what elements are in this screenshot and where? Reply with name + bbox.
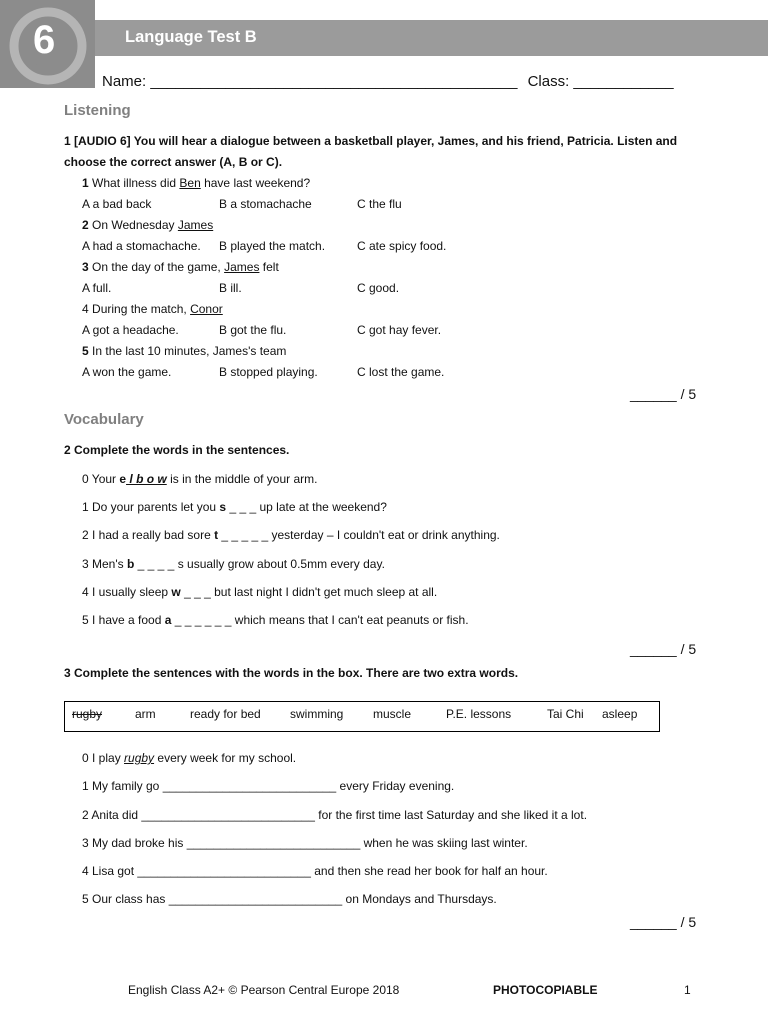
sentence-pre: 0 Your: [82, 472, 120, 486]
sentence-initial-letter: s: [219, 500, 227, 514]
listening-score[interactable]: ______ / 5: [630, 386, 697, 402]
question-4: [82, 302, 223, 316]
class-field[interactable]: Class: ____________: [527, 73, 674, 90]
question-text-pre: On Wednesday: [88, 218, 178, 232]
answer-option[interactable]: B ill.: [219, 281, 242, 295]
exercise3-sentence-2[interactable]: 2 Anita did __________________________ for the first time last Saturday and she liked it a lot.: [82, 808, 588, 822]
answer-option[interactable]: B played the match.: [219, 239, 326, 253]
answer-option[interactable]: A won the game.: [82, 365, 172, 379]
answer-option[interactable]: C ate spicy food.: [357, 239, 447, 253]
exercise3-score[interactable]: ______ / 5: [630, 914, 697, 930]
name-class-line: [102, 73, 674, 90]
question-text-post: felt: [259, 260, 279, 274]
sentence-pre: 3 Men's: [82, 557, 127, 571]
exercise3-instruction: 3 Complete the sentences with the words in the box. There are two extra words.: [64, 666, 519, 680]
sentence-post[interactable]: _ _ _ _ s usually grow about 0.5mm every day.: [134, 557, 385, 571]
word-box-item: rugby: [72, 707, 103, 721]
vocabulary-sentence-4: [82, 585, 437, 599]
footer-page-number: 1: [684, 983, 691, 997]
question-text-post: have last weekend?: [200, 176, 311, 190]
exercise3-sentence-1[interactable]: 1 My family go __________________________ every Friday evening.: [82, 779, 455, 793]
listening-instruction: 1 [AUDIO 6] You will hear a dialogue between a basketball player, James, and his friend, Patricia. Listen and choose the correct answer (A, B or C).: [64, 134, 678, 169]
answer-option[interactable]: B got the flu.: [219, 323, 287, 337]
footer-copyright: English Class A2+ © Pearson Central Europe 2018: [128, 983, 400, 997]
vocabulary-sentence-1: [82, 500, 387, 514]
answer-option[interactable]: A got a headache.: [82, 323, 179, 337]
sentence-post[interactable]: _ _ _ up late at the weekend?: [226, 500, 387, 514]
word-box-item: P.E. lessons: [446, 707, 512, 721]
page-title: Language Test B: [125, 28, 257, 46]
question-text-pre: On the day of the game,: [88, 260, 225, 274]
footer-photocopiable: PHOTOCOPIABLE: [493, 983, 598, 997]
answer-option[interactable]: C lost the game.: [357, 365, 445, 379]
example-post: every week for my school.: [154, 751, 297, 765]
exercise3-sentence-4[interactable]: 4 Lisa got __________________________ and then she read her book for half an hour.: [82, 864, 548, 878]
question-name: Conor: [190, 302, 223, 316]
question-number: 1: [82, 176, 89, 190]
sentence-post[interactable]: _ _ _ _ _ yesterday – I couldn't eat or drink anything.: [218, 528, 500, 542]
question-1: [82, 176, 310, 190]
name-field[interactable]: Name: ____________________________________________: [102, 73, 518, 90]
question-text-pre: During the match,: [88, 302, 191, 316]
exercise3-sentence-5[interactable]: 5 Our class has __________________________ on Mondays and Thursdays.: [82, 892, 497, 906]
word-box-item: Tai Chi: [547, 707, 584, 721]
vocabulary-sentence-0: [82, 472, 317, 486]
sentence-pre: 2 I had a really bad sore: [82, 528, 215, 542]
word-box-item: muscle: [373, 707, 412, 721]
word-box-item: asleep: [602, 707, 638, 721]
answer-option[interactable]: A had a stomachache.: [82, 239, 201, 253]
vocabulary-sentence-5: [82, 613, 469, 627]
listening-heading: Listening: [64, 102, 131, 119]
exercise3-example: [82, 751, 296, 765]
sentence-post: is in the middle of your arm.: [166, 472, 318, 486]
example-pre: 0 I play: [82, 751, 125, 765]
question-name: James: [177, 218, 214, 232]
sentence-pre: 1 Do your parents let you: [82, 500, 220, 514]
sentence-initial-letter: t: [214, 528, 219, 542]
vocabulary-score[interactable]: ______ / 5: [630, 641, 697, 657]
vocabulary-instruction: 2 Complete the words in the sentences.: [64, 443, 290, 457]
answer-option[interactable]: C good.: [357, 281, 400, 295]
answer-option[interactable]: A full.: [82, 281, 112, 295]
sentence-example-letters: l b o w: [126, 472, 167, 486]
unit-number: 6: [33, 18, 56, 62]
vocabulary-heading: Vocabulary: [64, 411, 144, 428]
answer-option[interactable]: B a stomachache: [219, 197, 312, 211]
answer-option[interactable]: C the flu: [357, 197, 402, 211]
sentence-pre: 5 I have a food: [82, 613, 165, 627]
answer-option[interactable]: C got hay fever.: [357, 323, 442, 337]
sentence-initial-letter: w: [171, 585, 181, 599]
question-number: 2: [82, 218, 89, 232]
sentence-pre: 4 I usually sleep: [82, 585, 172, 599]
exercise3-sentence-3[interactable]: 3 My dad broke his __________________________ when he was skiing last winter.: [82, 836, 528, 850]
vocabulary-sentence-3: [82, 557, 385, 571]
question-2: [82, 218, 213, 232]
question-text-pre: What illness did: [88, 176, 180, 190]
question-name: Ben: [179, 176, 201, 190]
question-number: 3: [82, 260, 89, 274]
word-box-item: swimming: [290, 707, 344, 721]
word-box-item: ready for bed: [190, 707, 261, 721]
sentence-initial-letter: a: [164, 613, 172, 627]
example-word: rugby: [124, 751, 155, 765]
question-3: [82, 260, 279, 274]
unit-badge: [0, 0, 95, 88]
sentence-post[interactable]: _ _ _ but last night I didn't get much sleep at all.: [180, 585, 438, 599]
question-name: James: [224, 260, 260, 274]
question-number: 5: [82, 344, 89, 358]
word-box-item: arm: [135, 707, 156, 721]
question-5: [82, 344, 286, 358]
sentence-post[interactable]: _ _ _ _ _ _ which means that I can't eat peanuts or fish.: [171, 613, 469, 627]
question-text-pre: In the last 10 minutes, James's team: [88, 344, 287, 358]
sentence-initial-letter: e: [119, 472, 127, 486]
answer-option[interactable]: A a bad back: [82, 197, 152, 211]
sentence-initial-letter: b: [126, 557, 135, 571]
question-number: 4: [82, 302, 89, 316]
answer-option[interactable]: B stopped playing.: [219, 365, 318, 379]
vocabulary-sentence-2: [82, 528, 500, 542]
